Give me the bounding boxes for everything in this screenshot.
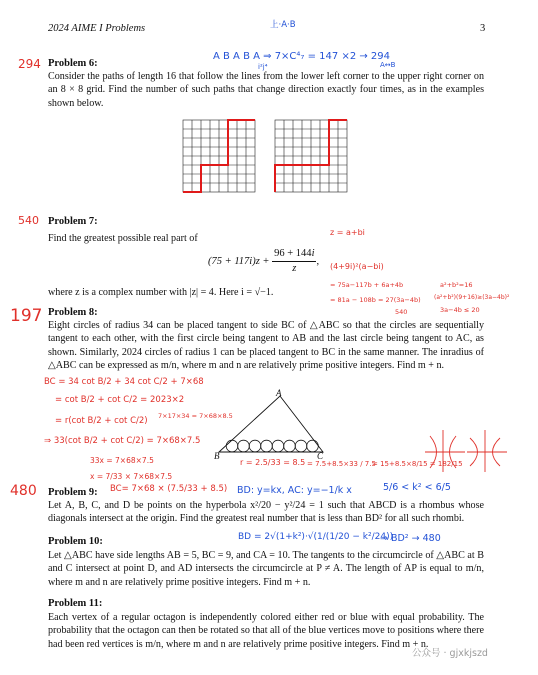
page-number: 3: [480, 23, 486, 34]
p7-note-7: 540: [395, 308, 408, 316]
p8-label-a: A: [276, 388, 282, 398]
p8-triangle-figure: [205, 390, 335, 462]
p10-note-result: ⇒ BD² → 480: [380, 533, 441, 544]
p9-title: Problem 9:: [48, 487, 98, 498]
p8-note-9: = 15+8.5×8/15 = 182/15: [372, 460, 463, 468]
p6-grid-figures: [180, 118, 360, 196]
p6-note-top: A B A B A ⇒ 7×C⁴₇ = 147 ×2 → 294: [213, 51, 391, 62]
p7-note-5: (a²+b²)(9+16)≥(3a−4b)²: [434, 294, 510, 301]
p8-note-4: 33x = 7×68×7.5: [90, 456, 154, 465]
p7-title: Problem 7:: [48, 216, 98, 227]
p8-label-c: C: [317, 451, 324, 461]
p8-title: Problem 8:: [48, 307, 98, 318]
p8-note-8: = 7.5+8.5×33 / 7.5: [307, 460, 376, 468]
p7-answer-note: 540: [18, 214, 39, 227]
p9-text: Let A, B, C, and D be points on the hyperbola x²/20 − y²/24 = 1 such that ABCD is a rhombus whose diagonals intersect at the origin. Find the greatest real number that is less than BD² for all such rhombi.: [48, 500, 484, 525]
p7-note-3: = 81a − 108b = 27(3a−4b): [330, 296, 421, 304]
p8-note-7: r = 2.5/33 = 8.5: [240, 458, 306, 467]
p8-answer-note: 197: [10, 306, 43, 326]
p9-note-1: BD: y=kx, AC: y=−1/k x: [237, 485, 352, 496]
p7-text1: Find the greatest possible real part of: [48, 233, 198, 244]
p7-note-6: 3a−4b ≤ 20: [440, 306, 480, 314]
p8-circles: [226, 440, 318, 452]
p9-note-2: 5/6 < k² < 6/5: [383, 482, 451, 493]
p7-note-0: z = a+bi: [330, 228, 365, 237]
page-header-title: 2024 AIME I Problems: [48, 23, 146, 34]
handwritten-top-note: 上·A·B: [270, 20, 296, 30]
p9-answer-note: 480: [10, 483, 37, 499]
p6-title: Problem 6:: [48, 58, 98, 69]
p9-note-0: BC= 7×68 × (7.5/33 + 8.5): [110, 484, 228, 494]
p8-note-5: x = 7/33 × 7×68×7.5: [90, 472, 173, 481]
p7-text2: where z is a complex number with |z| = 4. Here i = √−1.: [48, 287, 274, 298]
p11-title: Problem 11:: [48, 598, 103, 609]
p8-note-0: BC = 34 cot B/2 + 34 cot C/2 + 7×68: [44, 377, 204, 387]
p7-note-2: = 75a−117b + 6a+4b: [330, 281, 404, 289]
p10-title: Problem 10:: [48, 536, 103, 547]
p8-note-1: = cot B/2 + cot C/2 = 2023×2: [55, 395, 185, 405]
p7-note-4: a²+b²=16: [440, 281, 473, 289]
p8-note-3: ⇒ 33(cot B/2 + cot C/2) = 7×68×7.5: [44, 436, 201, 446]
p6-note-small: i²j⁴: [258, 63, 268, 71]
p6-note-right: A↔B: [380, 61, 396, 69]
p9-sketch-figure: [425, 428, 535, 476]
p6-text: Consider the paths of length 16 that follow the lines from the lower left corner to the upper right corner on an 8 × 8 grid. Find the number of such paths that change direction exactly four times, as in the examples shown below.: [48, 71, 484, 109]
p6-grid-right: [275, 120, 347, 192]
p8-text: Eight circles of radius 34 can be placed tangent to side BC of △ABC so that the circles are sequentially tangent to each other, with the first circle being tangent to AB and the last circle being tangent to AC, as shown. Similarly, 2024 circles of radius 1 can be placed tangent to BC in the same manner. The inradius of △ABC can be expressed as m/n, where m and n are relatively prime positive integers. Find m + n.: [48, 320, 484, 371]
p8-note-2: = r(cot B/2 + cot C/2): [55, 416, 148, 426]
p6-grid-left: [183, 120, 255, 192]
watermark: 公众号 · gjxkjszd: [412, 648, 488, 659]
p11-text: Each vertex of a regular octagon is independently colored either red or blue with equal probability. The probability that the octagon can then be rotated so that all of the blue vertices move to positions where there had been red vertices is m/n, where m and n are relatively prime positive integers. Find m + n.: [48, 612, 484, 650]
p8-label-b: B: [214, 451, 220, 461]
p10-note-bd: BD = 2√(1+k²)·√(1/(1/20 − k²/24)): [238, 532, 394, 542]
p6-answer-note: 294: [18, 57, 41, 71]
p8-note-6: 7×17×34 = 7×68×8.5: [158, 412, 233, 420]
p7-note-1: (4+9i)²(a−bi): [330, 262, 384, 271]
p7-expression: (75 + 117i)z + $\frac{96 + 144i}{z}$ ,: [208, 248, 320, 274]
p10-text: Let △ABC have side lengths AB = 5, BC = 9, and CA = 10. The tangents to the circumcircle of △ABC at B and C intersect at point D, and AD intersects the circumcircle at P ≠ A. The length of AP is equal to m/n, where m and n are relatively prime positive integers. Find m + n.: [48, 550, 484, 588]
